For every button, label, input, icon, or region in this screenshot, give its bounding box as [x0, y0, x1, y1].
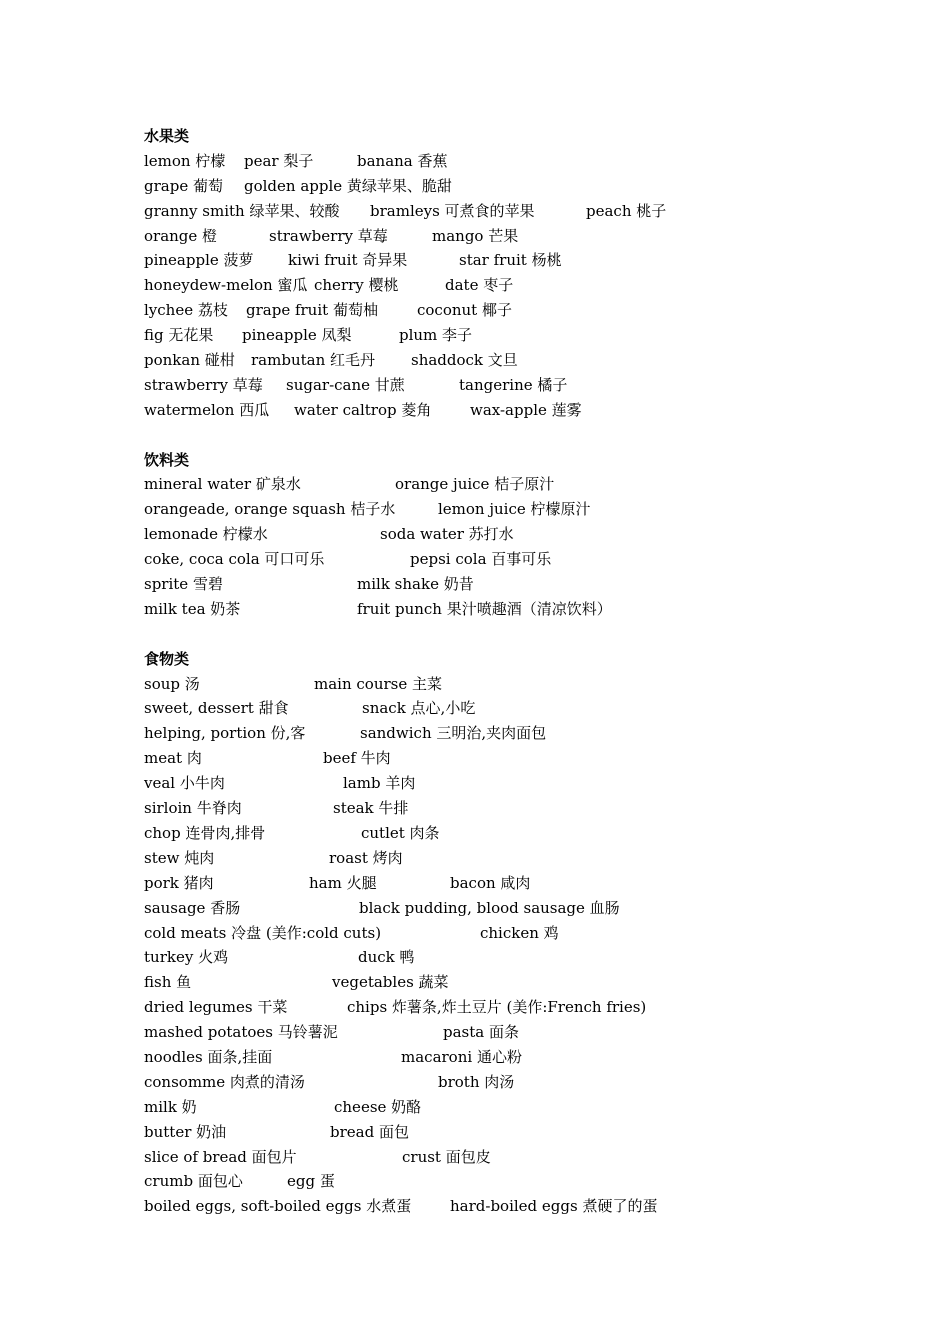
list-item — [144, 796, 864, 821]
vocab-entry: roast 烤肉 — [329, 848, 403, 867]
vocab-entry: snack 点心,小吃 — [362, 699, 476, 718]
vocab-entry: turkey 火鸡 — [144, 948, 229, 967]
vocab-entry: boiled eggs, soft-boiled eggs 水煮蛋 — [144, 1197, 412, 1216]
list-item — [144, 771, 864, 796]
vocab-entry: pear 梨子 — [244, 151, 314, 170]
vocab-entry: hard-boiled eggs 煮硬了的蛋 — [450, 1197, 658, 1216]
list-item — [144, 721, 864, 746]
vocab-entry: chop 连骨肉,排骨 — [144, 823, 266, 842]
vocab-entry: milk tea 奶茶 — [144, 599, 241, 618]
vocab-entry: sprite 雪碧 — [144, 575, 223, 594]
vocab-entry: butter 奶油 — [144, 1122, 227, 1141]
list-item — [144, 1169, 864, 1194]
vocab-entry: vegetables 蔬菜 — [332, 973, 449, 992]
vocab-entry: grape 葡萄 — [144, 176, 223, 195]
list-item — [144, 373, 864, 398]
vocab-entry: meat 肉 — [144, 749, 202, 768]
vocab-entry: lemon 柠檬 — [144, 151, 226, 170]
list-item — [144, 1145, 864, 1170]
vocab-entry: crumb 面包心 — [144, 1172, 243, 1191]
vocab-entry: pepsi cola 百事可乐 — [410, 550, 552, 569]
vocab-entry: fruit punch 果汁喷趣酒（清凉饮料） — [357, 599, 612, 618]
vocab-entry: bread 面包 — [330, 1122, 409, 1141]
vocab-entry: sweet, dessert 甜食 — [144, 699, 289, 718]
list-item — [144, 896, 864, 921]
vocab-entry: chips 炸薯条,炸土豆片 (美作:French fries) — [347, 998, 647, 1017]
list-item — [144, 597, 864, 622]
vocab-entry: rambutan 红毛丹 — [251, 351, 375, 370]
list-item — [144, 298, 864, 323]
vocab-entry: lychee 荔枝 — [144, 301, 228, 320]
list-item — [144, 547, 864, 572]
vocab-entry: orange 橙 — [144, 226, 218, 245]
vocab-entry: mineral water 矿泉水 — [144, 475, 301, 494]
list-item — [144, 1120, 864, 1145]
list-item — [144, 1194, 864, 1219]
vocab-entry: fish 鱼 — [144, 973, 192, 992]
vocab-entry: orangeade, orange squash 桔子水 — [144, 500, 396, 519]
vocab-entry: cold meats 冷盘 (美作:cold cuts) — [144, 923, 382, 942]
vocab-entry: soda water 苏打水 — [380, 525, 514, 544]
vocab-entry: pasta 面条 — [443, 1023, 519, 1042]
list-item — [144, 522, 864, 547]
section-heading-drinks: 饮料类 — [144, 450, 190, 469]
vocab-entry: chicken 鸡 — [480, 923, 559, 942]
vocab-entry: ham 火腿 — [309, 873, 377, 892]
list-item — [144, 224, 864, 249]
vocab-entry: fig 无花果 — [144, 326, 214, 345]
vocabulary-list — [144, 124, 864, 1219]
list-item — [144, 472, 864, 497]
vocab-entry: lemon juice 柠檬原汁 — [438, 500, 591, 519]
vocab-entry: orange juice 桔子原汁 — [395, 475, 555, 494]
list-item — [144, 149, 864, 174]
vocab-entry: kiwi fruit 奇异果 — [288, 251, 408, 270]
list-item — [144, 497, 864, 522]
list-item — [144, 921, 864, 946]
vocab-entry: stew 炖肉 — [144, 848, 215, 867]
vocab-entry: shaddock 文旦 — [411, 351, 518, 370]
vocab-entry: pineapple 菠萝 — [144, 251, 254, 270]
list-item — [144, 696, 864, 721]
vocab-entry: lamb 羊肉 — [343, 774, 416, 793]
vocab-entry: noodles 面条,挂面 — [144, 1047, 273, 1066]
list-item — [144, 970, 864, 995]
vocab-entry: cheese 奶酪 — [334, 1097, 422, 1116]
list-item — [144, 1045, 864, 1070]
vocab-entry: dried legumes 干菜 — [144, 998, 288, 1017]
vocab-entry: duck 鸭 — [358, 948, 415, 967]
vocab-entry: macaroni 通心粉 — [401, 1047, 522, 1066]
vocab-entry: sandwich 三明治,夹肉面包 — [360, 724, 547, 743]
list-item — [144, 995, 864, 1020]
vocab-entry: grape fruit 葡萄柚 — [246, 301, 378, 320]
vocab-entry: bramleys 可煮食的苹果 — [370, 201, 535, 220]
list-item — [144, 1095, 864, 1120]
vocab-entry: honeydew-melon 蜜瓜 — [144, 276, 308, 295]
list-item — [144, 871, 864, 896]
vocab-entry: strawberry 草莓 — [144, 375, 263, 394]
vocab-entry: granny smith 绿苹果、较酸 — [144, 201, 340, 220]
vocab-entry: sirloin 牛脊肉 — [144, 799, 242, 818]
vocab-entry: egg 蛋 — [287, 1172, 335, 1191]
list-item — [144, 348, 864, 373]
vocab-entry: wax-apple 莲雾 — [470, 400, 582, 419]
vocab-entry: consomme 肉煮的清汤 — [144, 1072, 305, 1091]
list-item — [144, 323, 864, 348]
vocab-entry: bacon 咸肉 — [450, 873, 531, 892]
vocab-entry: ponkan 碰柑 — [144, 351, 235, 370]
list-item — [144, 821, 864, 846]
list-item — [144, 945, 864, 970]
section-heading-fruits: 水果类 — [144, 127, 190, 145]
section-heading-foods: 食物类 — [144, 649, 190, 668]
vocab-entry: broth 肉汤 — [438, 1072, 515, 1091]
list-item — [144, 572, 864, 597]
list-item — [144, 1020, 864, 1045]
vocab-entry: slice of bread 面包片 — [144, 1147, 297, 1166]
vocab-entry: steak 牛排 — [333, 799, 409, 818]
vocab-entry: water caltrop 菱角 — [294, 400, 432, 419]
vocab-entry: pork 猪肉 — [144, 873, 214, 892]
list-item — [144, 248, 864, 273]
vocab-entry: milk shake 奶昔 — [357, 575, 474, 594]
vocab-entry: banana 香蕉 — [357, 151, 448, 170]
vocab-entry: main course 主菜 — [314, 674, 442, 693]
list-item — [144, 672, 864, 697]
vocab-entry: plum 李子 — [399, 326, 473, 345]
list-item — [144, 846, 864, 871]
section-spacer — [144, 423, 864, 448]
vocab-entry: cherry 樱桃 — [314, 276, 399, 295]
vocab-entry: star fruit 杨桃 — [459, 251, 562, 270]
list-item — [144, 174, 864, 199]
vocab-entry: watermelon 西瓜 — [144, 400, 270, 419]
vocab-entry: beef 牛肉 — [323, 749, 391, 768]
vocab-entry: soup 汤 — [144, 674, 200, 693]
section-spacer — [144, 622, 864, 647]
list-item — [144, 1070, 864, 1095]
vocab-entry: sausage 香肠 — [144, 898, 241, 917]
vocab-entry: helping, portion 份,客 — [144, 724, 306, 743]
list-item — [144, 398, 864, 423]
vocab-entry: mango 芒果 — [432, 226, 519, 245]
vocab-entry: golden apple 黄绿苹果、脆甜 — [244, 176, 452, 195]
vocab-entry: black pudding, blood sausage 血肠 — [359, 898, 620, 917]
vocab-entry: lemonade 柠檬水 — [144, 525, 268, 544]
vocab-entry: coconut 椰子 — [417, 301, 512, 320]
vocab-entry: cutlet 肉条 — [361, 823, 440, 842]
vocab-entry: tangerine 橘子 — [459, 375, 568, 394]
vocab-entry: peach 桃子 — [586, 201, 667, 220]
list-item — [144, 199, 864, 224]
list-item — [144, 273, 864, 298]
vocab-entry: mashed potatoes 马铃薯泥 — [144, 1023, 338, 1042]
vocab-entry: strawberry 草莓 — [269, 226, 388, 245]
vocab-entry: veal 小牛肉 — [144, 774, 225, 793]
list-item — [144, 746, 864, 771]
vocab-entry: milk 奶 — [144, 1097, 197, 1116]
vocab-entry: crust 面包皮 — [402, 1147, 491, 1166]
vocab-entry: sugar-cane 甘蔗 — [286, 375, 405, 394]
vocab-entry: date 枣子 — [445, 276, 514, 295]
vocab-entry: pineapple 凤梨 — [242, 326, 352, 345]
vocab-entry: coke, coca cola 可口可乐 — [144, 550, 325, 569]
